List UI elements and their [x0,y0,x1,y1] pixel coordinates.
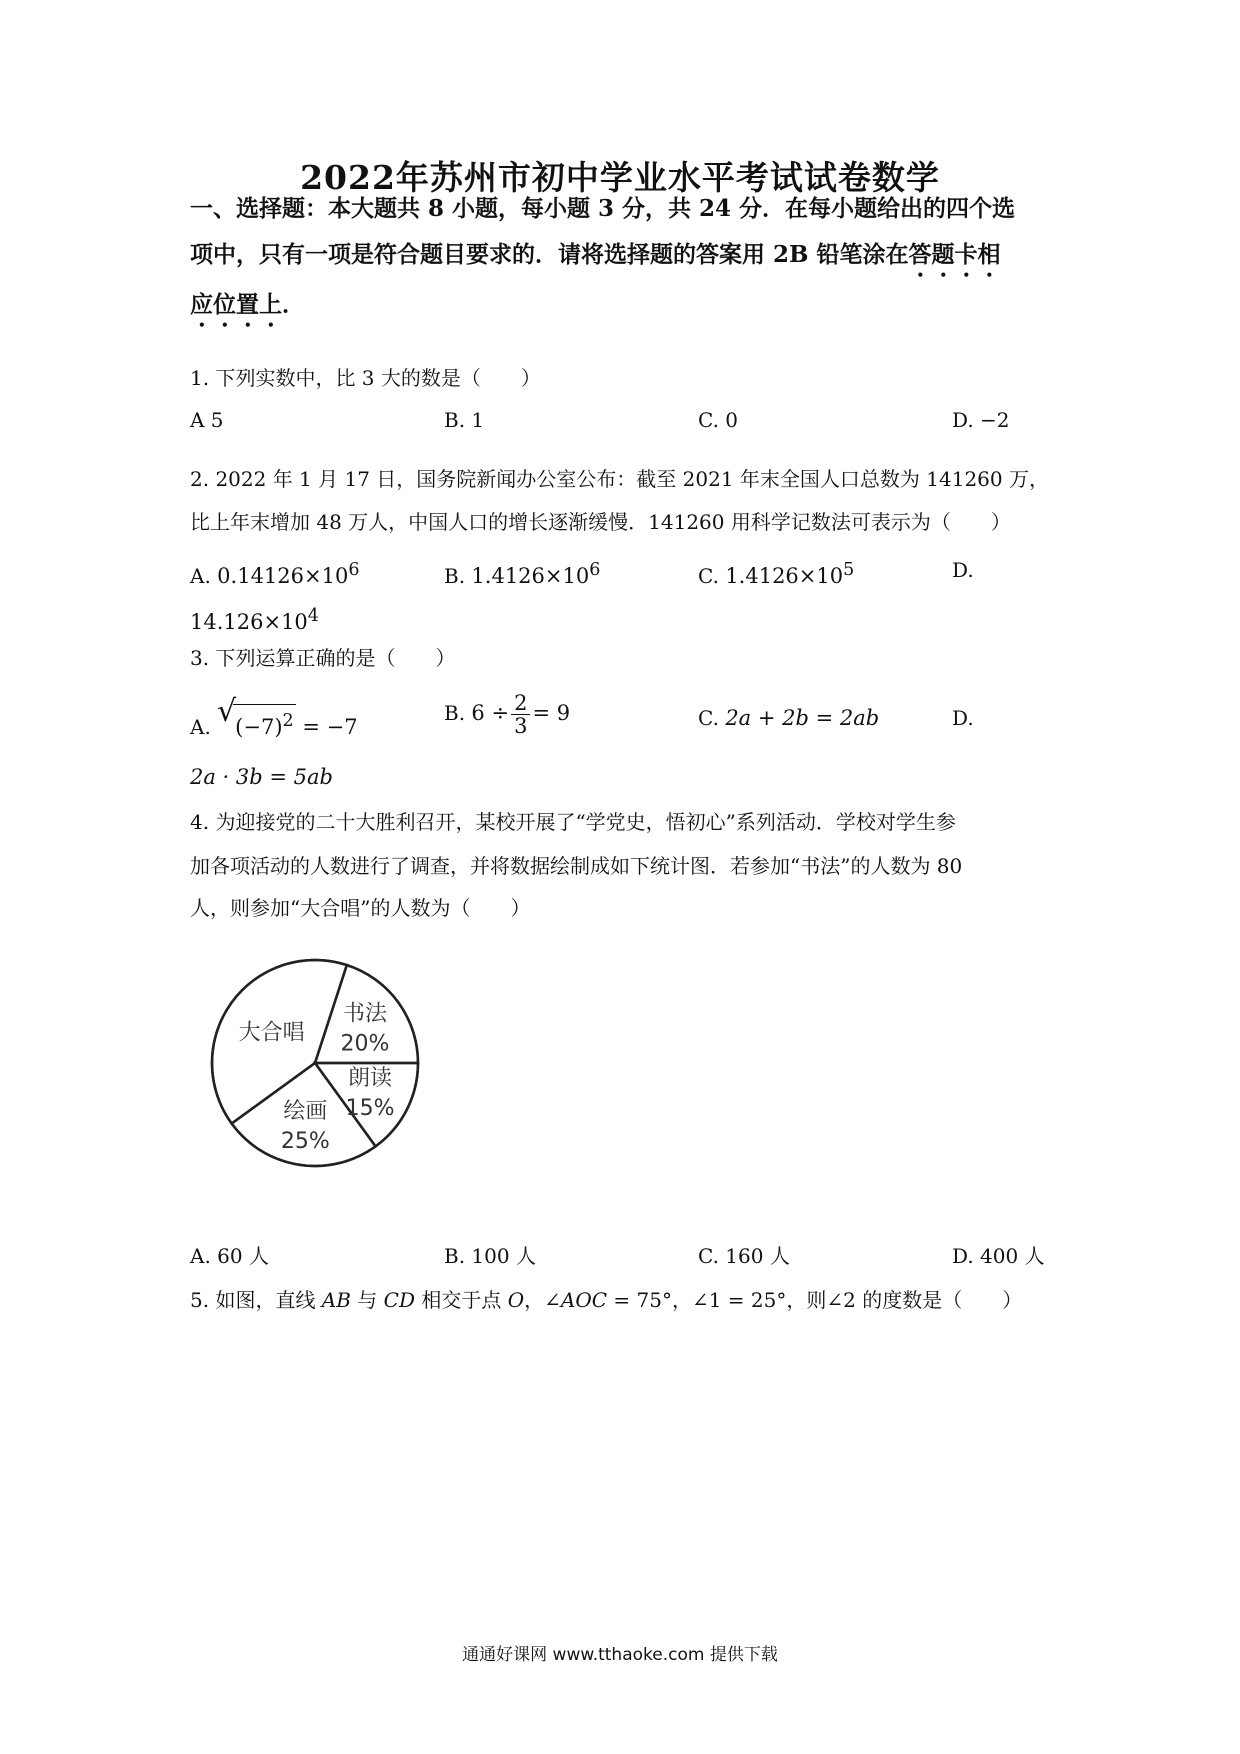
q3-option-a-label: A. [190,715,211,739]
q5-line-ab: AB [321,1288,351,1312]
page-title: 2022年苏州市初中学业水平考试试卷数学 [300,158,940,197]
q1-option-c[interactable]: C. 0 [698,408,739,432]
q3-option-b-expr [471,691,571,738]
q2-option-c-value [725,560,855,588]
section-line-3-emph: 应位置上 [190,291,282,318]
q5-stem-c: 相交于点 [415,1288,508,1312]
q1-option-d[interactable]: D. −2 [952,408,1010,432]
pie-percent-0: 20% [340,1031,390,1057]
q3-option-a-expr [217,694,358,739]
fraction-numerator: 2 [511,692,530,715]
q2-option-c[interactable] [698,556,854,590]
section-line-2 [190,232,1070,282]
pie-label-1: 朗读 [348,1066,393,1092]
q4-stem-line-1: 4. 为迎接党的二十大胜利召开，某校开展了“学党史，悟初心”系列活动．学校对学生参 [190,810,956,834]
q3-option-a-exp: 2 [282,711,294,731]
pie-chart [190,945,440,1185]
q5-stem [190,1286,1022,1314]
section-line-2-text: 项中，只有一项是符合题目要求的．请将选择题的答案用 2B 铅笔涂在 [190,241,909,268]
pie-percent-2: 25% [280,1129,330,1155]
q4-option-b[interactable]: B. 100 人 [444,1244,536,1268]
section-line-1: 一、选择题：本大题共 8 小题，每小题 3 分，共 24 分．在每小题给出的四个选 [190,195,1016,222]
pie-label-0: 书法 [342,1001,388,1027]
section-line-3 [190,282,1070,332]
q4-option-d[interactable]: D. 400 人 [952,1244,1045,1268]
q3-option-c-label: C. [698,706,719,730]
q2-option-c-label: C. [698,564,719,588]
q3-option-c[interactable] [698,704,879,732]
q5-stem-e: = 75°，∠1 = 25°，则∠2 的度数是（ ） [607,1288,1023,1312]
q2-option-d-base: 14.126×10 [190,610,308,634]
q2-option-c-base: 1.4126×10 [725,564,844,588]
fraction [511,692,530,737]
q3-option-b-label: B. [444,701,466,725]
q3-option-d[interactable] [190,763,333,791]
section-line-2-emph: 答题卡相 [908,241,1001,268]
q4-stem-line-3: 人，则参加“大合唱”的人数为（ ） [190,896,531,920]
q2-option-b[interactable] [444,556,600,590]
q5-angle-aoc: AOC [560,1288,608,1312]
q3-option-a-rhs: = −7 [302,715,358,739]
q2-option-d-label-wrap[interactable] [952,556,974,584]
q2-option-d-value [190,606,319,634]
section-instructions [190,186,1070,332]
q1-stem: 1. 下列实数中，比 3 大的数是（ ） [190,366,541,390]
q2-option-d[interactable] [190,602,319,636]
q3-option-d-label-wrap[interactable] [952,704,974,732]
q4-option-a[interactable]: A. 60 人 [190,1244,269,1268]
q3-option-d-expr: 2a · 3b = 5ab [190,765,333,789]
q2-stem-line-1: 2. 2022 年 1 月 17 日，国务院新闻办公室公布：截至 2021 年末全国人口总数为 141260 万， [190,467,1049,491]
q2-option-b-base: 1.4126×10 [471,564,590,588]
q3-option-d-label: D. [952,706,974,730]
q2-option-a-exp: 6 [348,560,360,580]
q3-option-b-left: 6 ÷ [471,701,510,725]
q2-option-a-base: 0.14126×10 [217,564,349,588]
fraction-denominator: 3 [514,714,528,738]
pie-label-3: 大合唱 [238,1020,305,1046]
q2-option-a-value [217,560,360,588]
q3-stem: 3. 下列运算正确的是（ ） [190,646,456,670]
q4-option-c[interactable]: C. 160 人 [698,1244,790,1268]
footer-source: 通通好课网 www.tthaoke.com 提供下载 [462,1645,778,1665]
q2-option-d-label: D. [952,558,974,582]
q3-option-a-inner: (−7) [235,715,283,739]
sqrt-symbol: √ $(-7)^2$ [217,694,294,739]
q2-option-b-label: B. [444,564,466,588]
section-line-3-end: ． [282,291,305,318]
q5-stem-b: 与 [350,1288,384,1312]
q3-option-a[interactable] [190,694,358,741]
q2-option-a-label: A. [190,564,211,588]
q4-stem-line-2: 加各项活动的人数进行了调查，并将数据绘制成如下统计图．若参加“书法”的人数为 80 [190,854,963,878]
q5-line-cd: CD [383,1288,415,1312]
q2-stem-line-2: 比上年末增加 48 万人，中国人口的增长逐渐缓慢．141260 用科学记数法可表示为（ ） [190,510,1011,534]
q3-option-c-expr: 2a + 2b = 2ab [725,706,880,730]
q1-option-b[interactable]: B. 1 [444,408,485,432]
pie-label-2: 绘画 [283,1099,328,1125]
pie-labels [239,1002,395,1154]
q5-point-o: O [507,1288,525,1312]
q2-option-c-exp: 5 [843,560,855,580]
q5-stem-d: ，∠ [524,1288,561,1312]
q2-option-b-exp: 6 [589,560,601,580]
pie-percent-1: 15% [345,1096,395,1122]
q2-option-d-exp: 4 [307,606,319,626]
q2-option-a[interactable] [190,556,359,590]
q3-option-b[interactable] [444,692,570,737]
q3-option-b-rhs: = 9 [532,701,571,725]
q5-stem-a: 5. 如图，直线 [190,1288,322,1312]
q2-option-b-value [471,560,601,588]
q1-option-a[interactable]: A 5 [190,408,224,432]
